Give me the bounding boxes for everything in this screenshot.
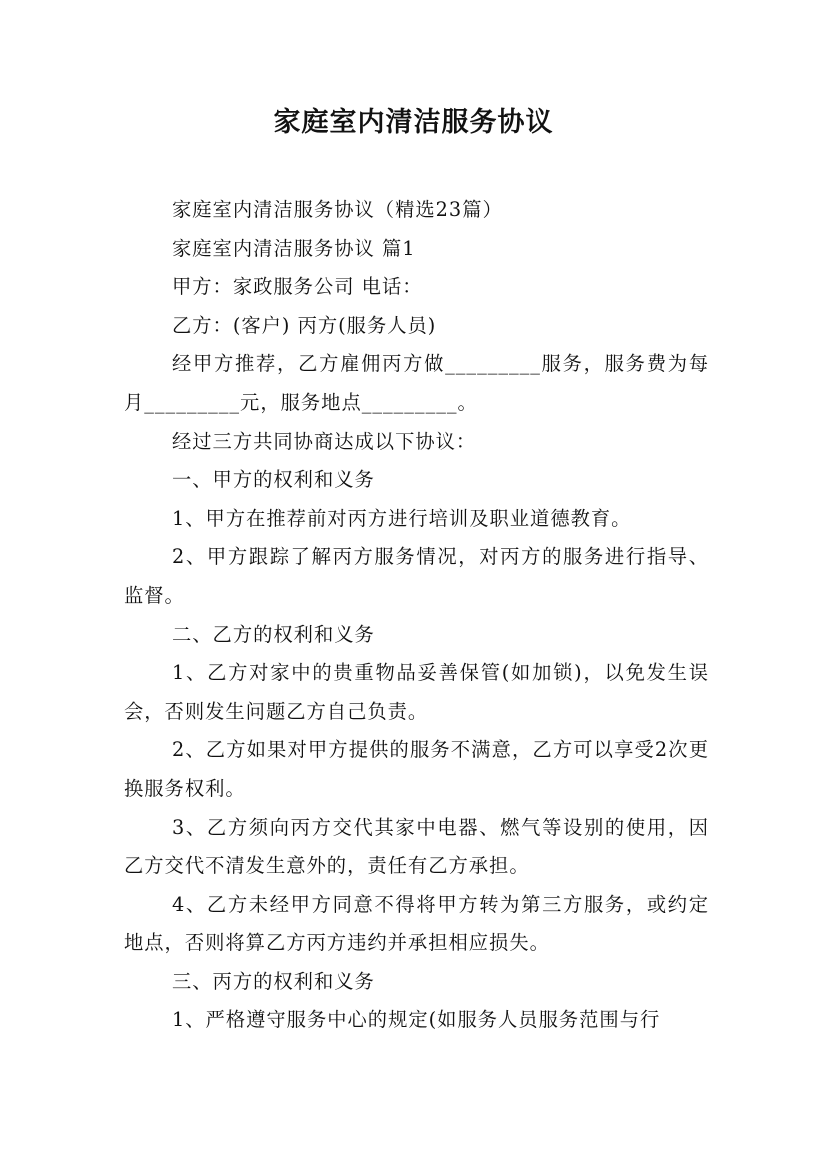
heading-party-c-rights: 三、丙方的权利和义务: [172, 969, 375, 993]
heading-party-a-rights: 一、甲方的权利和义务: [172, 468, 375, 492]
paragraph-subtitle: 家庭室内清洁服务协议（精选23篇）: [172, 198, 503, 221]
heading-party-b-rights: 二、乙方的权利和义务: [172, 622, 375, 646]
clause-a-2: 2、甲方跟踪了解丙方服务情况，对丙方的服务进行指导、监督。: [124, 545, 709, 607]
clause-b-4: 4、乙方未经甲方同意不得将甲方转为第三方服务，或约定地点，否则将算乙方丙方违约并承担相应损失。: [124, 892, 709, 955]
clause-b-2: 2、乙方如果对甲方提供的服务不满意，乙方可以享受2次更换服务权利。: [124, 738, 709, 800]
paragraph-section-heading: 家庭室内清洁服务协议 篇1: [172, 236, 416, 260]
clause-b-1: 1、乙方对家中的贵重物品妥善保管(如加锁)，以免发生误会，否则发生问题乙方自己负责。: [124, 661, 709, 723]
paragraph-party-a: 甲方：家政服务公司 电话：: [172, 275, 423, 299]
clause-a-1: 1、甲方在推荐前对丙方进行培训及职业道德教育。: [172, 506, 632, 530]
clause-b-3: 3、乙方须向丙方交代其家中电器、燃气等设别的使用，因乙方交代不清发生意外的，责任有乙方承担。: [124, 815, 709, 878]
document-title: 家庭室内清洁服务协议: [273, 107, 554, 138]
document-body: [124, 191, 709, 1040]
clause-c-1: 1、严格遵守服务中心的规定(如服务人员服务范围与行: [172, 1008, 661, 1032]
paragraph-agreement-intro: 经过三方共同协商达成以下协议：: [172, 429, 477, 453]
paragraph-service-terms: 经甲方推荐，乙方雇佣丙方做_________服务，服务费为每月_________元，服务地点_________。: [124, 352, 709, 414]
paragraph-party-b: 乙方：(客户) 丙方(服务人员): [172, 313, 437, 337]
